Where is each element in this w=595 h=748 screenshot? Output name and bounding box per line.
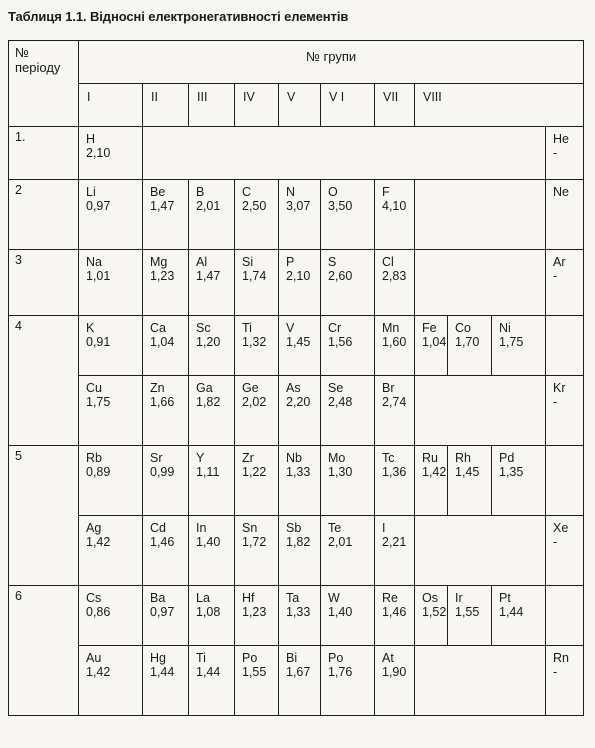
group-label: II xyxy=(143,84,189,127)
element-symbol: Ir xyxy=(455,591,463,605)
electronegativity-value: 1,75 xyxy=(499,335,524,349)
empty-cell xyxy=(143,127,546,180)
element-symbol: Cu xyxy=(86,381,102,395)
element-cell xyxy=(79,646,143,716)
element-symbol: V xyxy=(286,321,295,335)
period-number: 2 xyxy=(9,180,79,250)
element-symbol: Ti xyxy=(196,651,206,665)
element-symbol: B xyxy=(196,185,205,199)
group-label: III xyxy=(189,84,235,127)
period-number: 5 xyxy=(9,446,79,586)
electronegativity-value: 2,10 xyxy=(286,269,311,283)
element-cell xyxy=(235,516,279,586)
electronegativity-value: 1,82 xyxy=(286,535,311,549)
element-cell xyxy=(321,516,375,586)
element-symbol: Cs xyxy=(86,591,102,605)
element-symbol: Rb xyxy=(86,451,102,465)
element-cell xyxy=(143,646,189,716)
element-cell xyxy=(189,250,235,316)
group-label: V xyxy=(279,84,321,127)
electronegativity-value: 1,11 xyxy=(196,465,220,479)
electronegativity-value: 1,23 xyxy=(242,605,267,619)
element-cell xyxy=(235,646,279,716)
element-symbol: C xyxy=(242,185,252,199)
element-symbol: Zr xyxy=(242,451,254,465)
element-cell xyxy=(375,586,415,646)
electronegativity-table xyxy=(8,40,584,716)
element-cell xyxy=(492,446,546,516)
element-cell xyxy=(415,316,448,376)
empty-cell xyxy=(415,376,546,446)
electronegativity-value: 1,46 xyxy=(150,535,175,549)
element-cell xyxy=(79,180,143,250)
element-cell xyxy=(375,516,415,586)
element-symbol: Ca xyxy=(150,321,166,335)
electronegativity-value: 1,33 xyxy=(286,605,311,619)
electronegativity-value: 1,44 xyxy=(196,665,221,679)
electronegativity-value: 1,04 xyxy=(150,335,175,349)
electronegativity-value: - xyxy=(553,146,558,160)
electronegativity-value: 1,46 xyxy=(382,605,407,619)
element-cell xyxy=(279,316,321,376)
element-cell xyxy=(321,646,375,716)
electronegativity-value: 1,55 xyxy=(242,665,267,679)
element-cell xyxy=(279,586,321,646)
electronegativity-value: 2,83 xyxy=(382,269,407,283)
electronegativity-value: 2,74 xyxy=(382,395,407,409)
electronegativity-value: 3,50 xyxy=(328,199,353,213)
element-cell xyxy=(375,446,415,516)
element-cell xyxy=(189,316,235,376)
group-label: I xyxy=(79,84,143,127)
element-symbol: I xyxy=(382,521,386,535)
electronegativity-value: 1,75 xyxy=(86,395,111,409)
element-cell xyxy=(79,586,143,646)
group-label: VIII xyxy=(415,84,584,127)
element-symbol: Si xyxy=(242,255,254,269)
empty-cell xyxy=(415,646,546,716)
electronegativity-value: 1,44 xyxy=(150,665,175,679)
element-symbol: Sc xyxy=(196,321,211,335)
electronegativity-value: 2,10 xyxy=(86,146,111,160)
element-cell xyxy=(375,376,415,446)
element-cell xyxy=(546,180,584,250)
element-symbol: W xyxy=(328,591,340,605)
element-symbol: Os xyxy=(422,591,438,605)
element-symbol: La xyxy=(196,591,210,605)
electronegativity-value: 1,72 xyxy=(242,535,267,549)
element-cell xyxy=(189,516,235,586)
element-symbol: Sn xyxy=(242,521,258,535)
electronegativity-value: 1,66 xyxy=(150,395,175,409)
electronegativity-value: 1,45 xyxy=(455,465,480,479)
electronegativity-value: 1,42 xyxy=(86,535,111,549)
electronegativity-value: 1,47 xyxy=(196,269,221,283)
electronegativity-value: 2,50 xyxy=(242,199,267,213)
element-cell xyxy=(235,180,279,250)
element-symbol: Cd xyxy=(150,521,166,535)
empty-cell xyxy=(546,446,584,516)
electronegativity-value: 0,86 xyxy=(86,605,111,619)
empty-cell xyxy=(546,586,584,646)
element-symbol: Ba xyxy=(150,591,166,605)
element-symbol: Co xyxy=(455,321,471,335)
element-symbol: Po xyxy=(328,651,344,665)
element-symbol: Fe xyxy=(422,321,437,335)
empty-cell xyxy=(415,516,546,586)
electronegativity-value: 1,01 xyxy=(86,269,111,283)
element-symbol: In xyxy=(196,521,207,535)
element-symbol: At xyxy=(382,651,394,665)
element-cell xyxy=(143,516,189,586)
electronegativity-value: 1,70 xyxy=(455,335,480,349)
element-cell xyxy=(235,586,279,646)
element-symbol: As xyxy=(286,381,301,395)
electronegativity-value: - xyxy=(553,665,558,679)
element-cell xyxy=(279,446,321,516)
element-symbol: Mo xyxy=(328,451,346,465)
element-cell xyxy=(415,586,448,646)
element-symbol: Au xyxy=(86,651,102,665)
element-symbol: Ni xyxy=(499,321,511,335)
element-symbol: Bi xyxy=(286,651,298,665)
element-symbol: Sr xyxy=(150,451,163,465)
electronegativity-value: 0,99 xyxy=(150,465,175,479)
element-symbol: Rh xyxy=(455,451,471,465)
element-cell xyxy=(235,316,279,376)
element-cell xyxy=(143,586,189,646)
element-symbol: Mg xyxy=(150,255,168,269)
electronegativity-value: 1,82 xyxy=(196,395,221,409)
element-symbol: Sb xyxy=(286,521,302,535)
element-cell xyxy=(279,376,321,446)
element-symbol: Ne xyxy=(553,185,569,199)
electronegativity-value: - xyxy=(553,535,558,549)
element-cell xyxy=(79,446,143,516)
electronegativity-value: 1,52 xyxy=(422,605,447,619)
element-cell xyxy=(235,446,279,516)
electronegativity-value: 1,35 xyxy=(499,465,524,479)
element-cell xyxy=(279,646,321,716)
element-cell xyxy=(546,127,584,180)
element-cell xyxy=(279,250,321,316)
element-symbol: Al xyxy=(196,255,208,269)
element-cell xyxy=(546,376,584,446)
element-cell xyxy=(375,316,415,376)
element-cell xyxy=(79,250,143,316)
element-symbol: Ru xyxy=(422,451,438,465)
element-cell xyxy=(79,516,143,586)
element-symbol: Ti xyxy=(242,321,252,335)
empty-cell xyxy=(415,180,546,250)
element-cell xyxy=(143,180,189,250)
element-symbol: H xyxy=(86,132,96,146)
element-symbol: Re xyxy=(382,591,398,605)
element-cell xyxy=(235,376,279,446)
element-cell xyxy=(79,316,143,376)
electronegativity-value: 1,55 xyxy=(455,605,480,619)
element-symbol: He xyxy=(553,132,569,146)
period-number: 1. xyxy=(9,127,79,180)
electronegativity-value: 1,42 xyxy=(86,665,111,679)
element-cell xyxy=(375,646,415,716)
element-symbol: Mn xyxy=(382,321,400,335)
element-symbol: Zn xyxy=(150,381,165,395)
electronegativity-value: 1,36 xyxy=(382,465,407,479)
element-symbol: Hg xyxy=(150,651,166,665)
element-symbol: Ag xyxy=(86,521,102,535)
element-cell xyxy=(321,376,375,446)
element-cell xyxy=(143,446,189,516)
element-cell xyxy=(279,516,321,586)
element-cell xyxy=(189,446,235,516)
electronegativity-value: 2,20 xyxy=(286,395,311,409)
element-symbol: Be xyxy=(150,185,166,199)
element-cell xyxy=(321,180,375,250)
electronegativity-value: 1,45 xyxy=(286,335,311,349)
electronegativity-value: - xyxy=(553,395,558,409)
element-cell xyxy=(235,250,279,316)
element-symbol: K xyxy=(86,321,95,335)
element-cell xyxy=(546,250,584,316)
element-cell xyxy=(189,376,235,446)
element-symbol: Te xyxy=(328,521,342,535)
element-symbol: F xyxy=(382,185,390,199)
element-cell xyxy=(321,586,375,646)
period-number: 4 xyxy=(9,316,79,446)
element-symbol: S xyxy=(328,255,337,269)
element-symbol: Pd xyxy=(499,451,515,465)
group-label: IV xyxy=(235,84,279,127)
empty-cell xyxy=(546,316,584,376)
element-symbol: P xyxy=(286,255,295,269)
element-symbol: Br xyxy=(382,381,395,395)
electronegativity-value: 1,22 xyxy=(242,465,267,479)
electronegativity-value: 2,02 xyxy=(242,395,267,409)
element-symbol: Kr xyxy=(553,381,566,395)
electronegativity-value: 1,32 xyxy=(242,335,267,349)
electronegativity-value: 1,56 xyxy=(328,335,353,349)
element-cell xyxy=(189,180,235,250)
element-cell xyxy=(448,586,492,646)
electronegativity-value: 0,91 xyxy=(86,335,111,349)
electronegativity-value: 1,30 xyxy=(328,465,353,479)
electronegativity-value: 3,07 xyxy=(286,199,311,213)
element-cell xyxy=(189,586,235,646)
element-cell xyxy=(448,446,492,516)
electronegativity-value: 1,23 xyxy=(150,269,175,283)
electronegativity-value: 2,01 xyxy=(196,199,221,213)
element-symbol: O xyxy=(328,185,338,199)
element-cell xyxy=(79,127,143,180)
electronegativity-value: 2,60 xyxy=(328,269,353,283)
electronegativity-value: 1,40 xyxy=(196,535,221,549)
element-cell xyxy=(546,646,584,716)
electronegativity-value: 1,90 xyxy=(382,665,407,679)
electronegativity-value: 0,97 xyxy=(150,605,175,619)
table-caption: Таблиця 1.1. Відносні електронегативності елементів xyxy=(8,9,349,24)
element-cell xyxy=(492,586,546,646)
electronegativity-value: 1,42 xyxy=(422,465,447,479)
element-cell xyxy=(448,316,492,376)
element-cell xyxy=(415,446,448,516)
element-symbol: Ar xyxy=(553,255,566,269)
electronegativity-value: 1,08 xyxy=(196,605,221,619)
electronegativity-value: 1,76 xyxy=(328,665,353,679)
element-symbol: Ta xyxy=(286,591,300,605)
element-cell xyxy=(143,250,189,316)
element-symbol: Cr xyxy=(328,321,342,335)
element-symbol: Ge xyxy=(242,381,259,395)
group-header: № групи xyxy=(79,41,584,84)
element-cell xyxy=(321,446,375,516)
electronegativity-value: 1,60 xyxy=(382,335,407,349)
element-cell xyxy=(375,250,415,316)
group-label: V I xyxy=(321,84,375,127)
element-cell xyxy=(279,180,321,250)
empty-cell xyxy=(415,250,546,316)
electronegativity-value: 1,04 xyxy=(422,335,447,349)
group-label: VII xyxy=(375,84,415,127)
electronegativity-value: 0,97 xyxy=(86,199,111,213)
element-symbol: Y xyxy=(196,451,205,465)
period-number: 3 xyxy=(9,250,79,316)
element-cell xyxy=(375,180,415,250)
element-cell xyxy=(321,250,375,316)
element-cell xyxy=(143,376,189,446)
period-number: 6 xyxy=(9,586,79,716)
electronegativity-value: 1,47 xyxy=(150,199,175,213)
electronegativity-value: 1,44 xyxy=(499,605,524,619)
element-symbol: Li xyxy=(86,185,96,199)
element-symbol: Pt xyxy=(499,591,511,605)
electronegativity-value: 1,40 xyxy=(328,605,353,619)
element-symbol: Xe xyxy=(553,521,569,535)
electronegativity-value: 1,74 xyxy=(242,269,267,283)
electronegativity-value: 1,20 xyxy=(196,335,221,349)
electronegativity-value: 2,48 xyxy=(328,395,353,409)
element-cell xyxy=(321,316,375,376)
element-cell xyxy=(143,316,189,376)
element-symbol: N xyxy=(286,185,296,199)
electronegativity-value: 0,89 xyxy=(86,465,111,479)
element-symbol: Nb xyxy=(286,451,302,465)
electronegativity-value: 2,21 xyxy=(382,535,407,549)
element-cell xyxy=(492,316,546,376)
electronegativity-value: 4,10 xyxy=(382,199,407,213)
element-symbol: Ga xyxy=(196,381,213,395)
element-cell xyxy=(189,646,235,716)
element-symbol: Po xyxy=(242,651,258,665)
element-symbol: Se xyxy=(328,381,344,395)
element-symbol: Hf xyxy=(242,591,255,605)
element-cell xyxy=(546,516,584,586)
electronegativity-value: 2,01 xyxy=(328,535,353,549)
element-symbol: Rn xyxy=(553,651,569,665)
element-cell xyxy=(79,376,143,446)
element-symbol: Na xyxy=(86,255,102,269)
element-symbol: Tc xyxy=(382,451,395,465)
electronegativity-value: - xyxy=(553,269,558,283)
period-header: № періоду xyxy=(9,41,79,127)
element-symbol: Cl xyxy=(382,255,394,269)
electronegativity-value: 1,67 xyxy=(286,665,311,679)
electronegativity-value: 1,33 xyxy=(286,465,311,479)
